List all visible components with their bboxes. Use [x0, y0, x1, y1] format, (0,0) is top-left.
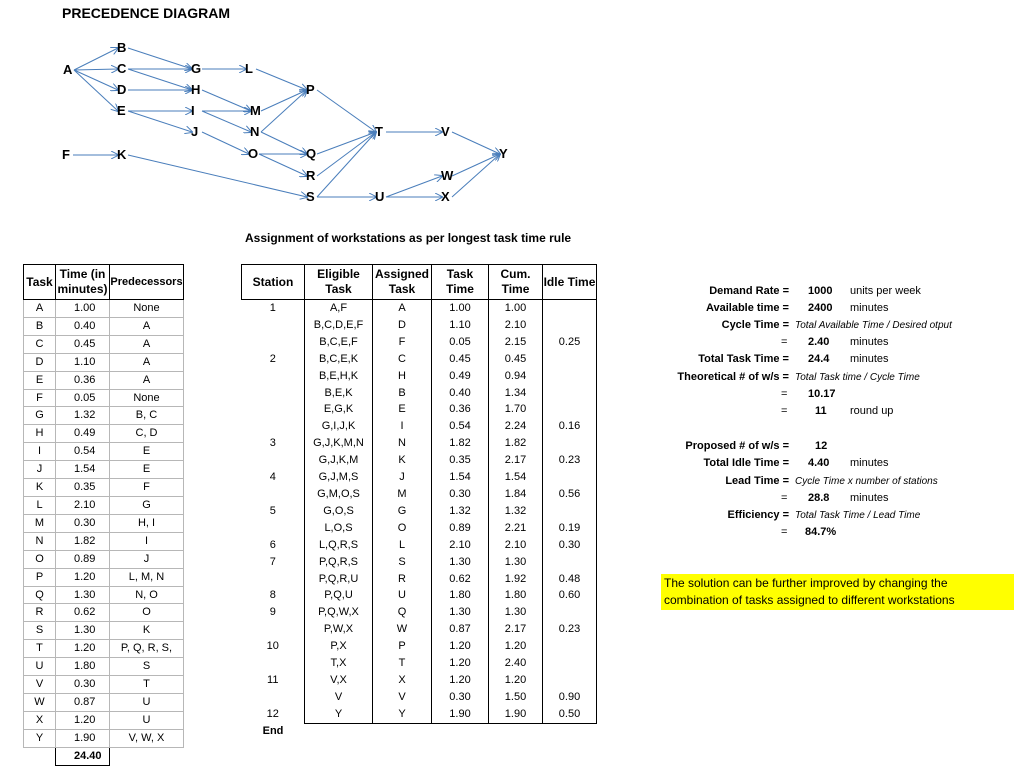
total-idle-unit: minutes [850, 457, 889, 469]
cum-time-cell: 1.92 [489, 571, 543, 588]
predecessor-cell: I [110, 532, 184, 550]
task-cell: Y [24, 729, 56, 747]
eligible-task-cell: A,F [305, 300, 373, 317]
demand-rate-label: Demand Rate = [709, 285, 789, 297]
eligible-task-cell: G,J,M,S [305, 469, 373, 486]
task-time-cell: 0.62 [432, 571, 489, 588]
efficiency-label: Efficiency = [727, 509, 789, 521]
eligible-task-cell: B,E,K [305, 385, 373, 402]
assigned-task-cell: U [373, 587, 432, 604]
assigned-task-cell: K [373, 452, 432, 469]
station-cell: 6 [269, 538, 276, 551]
predecessor-cell: B, C [110, 407, 184, 425]
task-time-cell: 0.36 [432, 401, 489, 418]
time-cell: 0.36 [56, 371, 110, 389]
eligible-task-cell: B,C,E,K [305, 351, 373, 368]
improvement-note: The solution can be further improved by changing the combination of tasks assigned to different workstations [661, 574, 1014, 610]
time-cell: 1.30 [56, 586, 110, 604]
time-cell: 1.80 [56, 658, 110, 676]
cum-time-cell: 2.17 [489, 452, 543, 469]
assigned-task-cell: A [373, 300, 432, 317]
node-k: K [117, 147, 127, 162]
idle-time-cell: 0.56 [543, 486, 597, 503]
efficiency-equals: = [781, 526, 788, 538]
cum-time-cell: 2.40 [489, 655, 543, 672]
node-f: F [62, 147, 70, 162]
assignment-title: Assignment of workstations as per longest task time rule [245, 231, 572, 245]
assigned-task-cell: X [373, 672, 432, 689]
task-time-cell: 0.49 [432, 368, 489, 385]
task-cell: D [24, 353, 56, 371]
total-task-time-label: Total Task Time = [698, 353, 789, 365]
theoretical-ws-formula: Total Task time / Cycle Time [795, 372, 920, 383]
assigned-task-cell: P [373, 638, 432, 655]
task-cell: L [24, 496, 56, 514]
cum-time-cell: 2.15 [489, 334, 543, 351]
node-y: Y [499, 146, 508, 161]
time-cell: 1.20 [56, 711, 110, 729]
assigned-task-cell: F [373, 334, 432, 351]
predecessor-cell: N, O [110, 586, 184, 604]
node-p: P [306, 82, 315, 97]
total-task-time-value: 24.4 [808, 353, 830, 365]
predecessor-cell: E [110, 461, 184, 479]
cum-time-cell: 2.17 [489, 621, 543, 638]
cum-time-cell: 1.90 [489, 706, 543, 723]
eligible-task-cell: G,M,O,S [305, 486, 373, 503]
available-time-label: Available time = [705, 302, 789, 314]
time-cell: 0.62 [56, 604, 110, 622]
task-time-cell: 1.82 [432, 435, 489, 452]
task-cell: B [24, 317, 56, 335]
assigned-task-header: Assigned Task [373, 265, 432, 300]
assigned-task-cell: I [373, 418, 432, 435]
eligible-task-cell: V [305, 689, 373, 706]
predecessor-cell: J [110, 550, 184, 568]
demand-rate-value: 1000 [808, 285, 833, 297]
eligible-task-cell: P,Q,R,S [305, 554, 373, 571]
cycle-time-unit: minutes [850, 336, 889, 348]
task-time-cell: 1.30 [432, 604, 489, 621]
eligible-task-cell: G,I,J,K [305, 418, 373, 435]
node-e: E [117, 103, 126, 118]
task-time-cell: 0.35 [432, 452, 489, 469]
time-cell: 0.87 [56, 693, 110, 711]
task-time-cell: 1.20 [432, 655, 489, 672]
eligible-task-cell: L,Q,R,S [305, 537, 373, 554]
station-header: Station [242, 265, 305, 300]
task-time-cell: 0.30 [432, 486, 489, 503]
cum-time-cell: 1.50 [489, 689, 543, 706]
assigned-task-cell: O [373, 520, 432, 537]
predecessor-cell: O [110, 604, 184, 622]
task-cell: A [24, 300, 56, 318]
cum-time-cell: 0.45 [489, 351, 543, 368]
eligible-task-cell: G,J,K,M [305, 452, 373, 469]
eligible-task-cell: G,O,S [305, 503, 373, 520]
assigned-task-cell: L [373, 537, 432, 554]
predecessor-cell: L, M, N [110, 568, 184, 586]
node-j: J [191, 124, 199, 139]
cum-time-cell: 1.82 [489, 435, 543, 452]
assigned-task-cell: J [373, 469, 432, 486]
node-m: M [250, 103, 261, 118]
node-i: I [191, 103, 195, 118]
node-u: U [375, 189, 385, 204]
station-cell: 2 [269, 352, 276, 365]
cum-time-cell: 2.10 [489, 317, 543, 334]
cum-time-cell: 2.21 [489, 520, 543, 537]
lead-time-equals: = [781, 492, 788, 504]
task-time-cell: 1.54 [432, 469, 489, 486]
task-time-cell: 0.89 [432, 520, 489, 537]
predecessor-cell: C, D [110, 425, 184, 443]
proposed-ws-label: Proposed # of w/s = [685, 440, 789, 452]
assigned-task-cell: Y [373, 706, 432, 723]
predecessor-cell: H, I [110, 514, 184, 532]
idle-time-cell: 0.30 [543, 537, 597, 554]
cycle-time-label: Cycle Time = [721, 319, 789, 331]
station-cell: 9 [269, 606, 276, 619]
time-cell: 0.54 [56, 443, 110, 461]
station-cell: 10 [266, 640, 279, 653]
station-cell: 4 [269, 471, 276, 484]
task-cell: M [24, 514, 56, 532]
idle-time-header: Idle Time [543, 265, 597, 300]
task-time-cell: 2.10 [432, 537, 489, 554]
task-time-cell: 0.40 [432, 385, 489, 402]
node-b: B [117, 40, 127, 55]
task-cell: W [24, 693, 56, 711]
cum-time-cell: 1.54 [489, 469, 543, 486]
predecessor-cell: K [110, 622, 184, 640]
time-cell: 1.54 [56, 461, 110, 479]
time-cell: 0.45 [56, 335, 110, 353]
eligible-task-cell: L,O,S [305, 520, 373, 537]
cum-time-cell: 2.24 [489, 418, 543, 435]
predecessor-cell: F [110, 479, 184, 497]
task-cell: N [24, 532, 56, 550]
predecessors-header: Predecessors [110, 265, 184, 300]
task-time-cell: 1.32 [432, 503, 489, 520]
predecessor-cell: A [110, 371, 184, 389]
idle-time-cell: 0.25 [543, 334, 597, 351]
predecessor-cell: P, Q, R, S, [110, 640, 184, 658]
assigned-task-cell: S [373, 554, 432, 571]
task-cell: H [24, 425, 56, 443]
station-cell: 7 [269, 555, 276, 568]
task-time-cell: 0.05 [432, 334, 489, 351]
cycle-time-value: 2.40 [808, 336, 830, 348]
eligible-task-cell: G,J,K,M,N [305, 435, 373, 452]
time-cell: 0.40 [56, 317, 110, 335]
time-cell: 1.82 [56, 532, 110, 550]
task-cell: E [24, 371, 56, 389]
theoretical-ws-rounded: 11 [815, 405, 827, 417]
task-cell: Q [24, 586, 56, 604]
eligible-task-cell: B,C,D,E,F [305, 317, 373, 334]
time-cell: 1.20 [56, 568, 110, 586]
total-idle-label: Total Idle Time = [703, 457, 789, 469]
node-r: R [306, 168, 316, 183]
assigned-task-cell: H [373, 368, 432, 385]
assigned-task-cell: D [373, 317, 432, 334]
node-n: N [250, 124, 260, 139]
eligible-task-cell: P,Q,U [305, 587, 373, 604]
idle-time-cell: 0.19 [543, 520, 597, 537]
lead-time-formula: Cycle Time x number of stations [795, 476, 938, 487]
time-cell: 0.30 [56, 676, 110, 694]
cum-time-cell: 2.10 [489, 537, 543, 554]
task-time-cell: 1.80 [432, 587, 489, 604]
station-cell: 5 [269, 504, 276, 517]
predecessor-cell: A [110, 353, 184, 371]
eligible-task-cell: P,Q,R,U [305, 571, 373, 588]
eligible-task-cell: P,Q,W,X [305, 604, 373, 621]
predecessor-cell: A [110, 335, 184, 353]
cum-time-cell: 1.80 [489, 587, 543, 604]
time-cell: 1.20 [56, 640, 110, 658]
cum-time-cell: 1.30 [489, 604, 543, 621]
available-time-unit: minutes [850, 302, 889, 314]
round-up-note: round up [850, 405, 894, 417]
cum-time-cell: 0.94 [489, 368, 543, 385]
time-header: Time (in minutes) [56, 265, 110, 300]
predecessor-cell: A [110, 317, 184, 335]
efficiency-value: 84.7% [805, 526, 837, 538]
idle-time-cell: 0.60 [543, 587, 597, 604]
idle-time-cell: 0.23 [543, 621, 597, 638]
station-cell: 12 [266, 708, 279, 720]
task-cell: C [24, 335, 56, 353]
eligible-task-cell: P,X [305, 638, 373, 655]
cum-time-cell: 1.30 [489, 554, 543, 571]
task-cell: P [24, 568, 56, 586]
time-cell: 1.32 [56, 407, 110, 425]
task-cell: J [24, 461, 56, 479]
task-time-cell: 1.10 [432, 317, 489, 334]
task-time-cell: 1.00 [432, 300, 489, 317]
task-header: Task [24, 265, 56, 300]
task-cell: G [24, 407, 56, 425]
cum-time-cell: 1.20 [489, 638, 543, 655]
assigned-task-cell: N [373, 435, 432, 452]
assigned-task-cell: M [373, 486, 432, 503]
task-cell: O [24, 550, 56, 568]
predecessor-cell: T [110, 676, 184, 694]
predecessor-cell: E [110, 443, 184, 461]
task-cell: I [24, 443, 56, 461]
page-title: PRECEDENCE DIAGRAM [62, 5, 231, 21]
cum-time-cell: 1.00 [489, 300, 543, 317]
node-o: O [248, 146, 259, 161]
cycle-time-equals: = [781, 336, 788, 348]
eligible-task-cell: E,G,K [305, 401, 373, 418]
total-time: 24.40 [56, 747, 110, 765]
idle-time-cell: 0.16 [543, 418, 597, 435]
predecessor-cell: U [110, 711, 184, 729]
node-t: T [375, 124, 383, 139]
assigned-task-cell: V [373, 689, 432, 706]
cum-time-cell: 1.34 [489, 385, 543, 402]
idle-time-cell: 0.90 [543, 689, 597, 706]
idle-time-cell: 0.48 [543, 571, 597, 588]
task-cell: S [24, 622, 56, 640]
assigned-task-cell: E [373, 401, 432, 418]
station-cell: 1 [269, 302, 276, 314]
assigned-task-cell: T [373, 655, 432, 672]
eligible-task-cell: P,W,X [305, 621, 373, 638]
node-s: S [306, 189, 315, 204]
station-cell: 3 [269, 437, 276, 450]
task-time-header: Task Time [432, 265, 489, 300]
total-task-time-unit: minutes [850, 353, 889, 365]
node-q: Q [306, 146, 317, 161]
task-time-cell: 1.90 [432, 706, 489, 723]
lead-time-unit: minutes [850, 492, 889, 504]
time-cell: 1.00 [56, 300, 110, 318]
node-x: X [441, 189, 450, 204]
node-l: L [245, 61, 253, 76]
efficiency-formula: Total Task Time / Lead Time [795, 510, 921, 521]
cum-time-cell: 1.70 [489, 401, 543, 418]
node-h: H [191, 82, 201, 97]
eligible-task-cell: V,X [305, 672, 373, 689]
task-cell: U [24, 658, 56, 676]
node-c: C [117, 61, 127, 76]
task-cell: X [24, 711, 56, 729]
cum-time-cell: 1.32 [489, 503, 543, 520]
theoretical-ws-value: 10.17 [808, 388, 836, 400]
task-cell: F [24, 389, 56, 407]
theoretical-ws-label: Theoretical # of w/s = [677, 371, 789, 383]
time-cell: 0.89 [56, 550, 110, 568]
task-time-cell: 1.20 [432, 672, 489, 689]
node-g: G [191, 61, 202, 76]
lead-time-label: Lead Time = [725, 475, 789, 487]
eligible-task-cell: T,X [305, 655, 373, 672]
time-cell: 0.35 [56, 479, 110, 497]
lead-time-value: 28.8 [808, 492, 830, 504]
time-cell: 1.30 [56, 622, 110, 640]
time-cell: 0.30 [56, 514, 110, 532]
predecessor-cell: G [110, 496, 184, 514]
demand-rate-unit: units per week [850, 285, 921, 297]
task-cell: T [24, 640, 56, 658]
task-time-cell: 1.20 [432, 638, 489, 655]
task-cell: K [24, 479, 56, 497]
eligible-task-header: Eligible Task [305, 265, 373, 300]
predecessor-cell: U [110, 693, 184, 711]
time-cell: 0.05 [56, 389, 110, 407]
node-a: A [63, 62, 73, 77]
time-cell: 0.49 [56, 425, 110, 443]
time-cell: 1.90 [56, 729, 110, 747]
assigned-task-cell: B [373, 385, 432, 402]
eligible-task-cell: Y [305, 706, 373, 723]
predecessor-cell: V, W, X [110, 729, 184, 747]
time-cell: 2.10 [56, 496, 110, 514]
theoretical-ws-equals-2: = [781, 405, 788, 417]
cum-time-cell: 1.84 [489, 486, 543, 503]
cum-time-header: Cum. Time [489, 265, 543, 300]
predecessor-cell: S [110, 658, 184, 676]
eligible-task-cell: B,C,E,F [305, 334, 373, 351]
assigned-task-cell: Q [373, 604, 432, 621]
theoretical-ws-equals: = [781, 388, 788, 400]
time-cell: 1.10 [56, 353, 110, 371]
task-time-cell: 0.54 [432, 418, 489, 435]
cum-time-cell: 1.20 [489, 672, 543, 689]
available-time-value: 2400 [808, 302, 833, 314]
end-label: End [262, 725, 284, 738]
idle-time-cell: 0.50 [543, 706, 597, 723]
task-time-cell: 0.87 [432, 621, 489, 638]
predecessor-cell: None [110, 300, 184, 318]
assigned-task-cell: C [373, 351, 432, 368]
node-w: W [441, 168, 454, 183]
node-d: D [117, 82, 127, 97]
predecessor-cell: None [110, 389, 184, 407]
cycle-time-formula: Total Available Time / Desired otput [795, 320, 952, 331]
assigned-task-cell: W [373, 621, 432, 638]
eligible-task-cell: B,E,H,K [305, 368, 373, 385]
task-cell: V [24, 676, 56, 694]
task-cell: R [24, 604, 56, 622]
assigned-task-cell: G [373, 503, 432, 520]
task-time-cell: 1.30 [432, 554, 489, 571]
node-v: V [441, 124, 450, 139]
idle-time-cell: 0.23 [543, 452, 597, 469]
proposed-ws-value: 12 [815, 440, 828, 452]
task-time-cell: 0.30 [432, 689, 489, 706]
total-idle-value: 4.40 [808, 457, 830, 469]
assigned-task-cell: R [373, 571, 432, 588]
station-cell: 11 [267, 673, 279, 686]
task-time-cell: 0.45 [432, 351, 489, 368]
station-cell: 8 [269, 589, 276, 602]
